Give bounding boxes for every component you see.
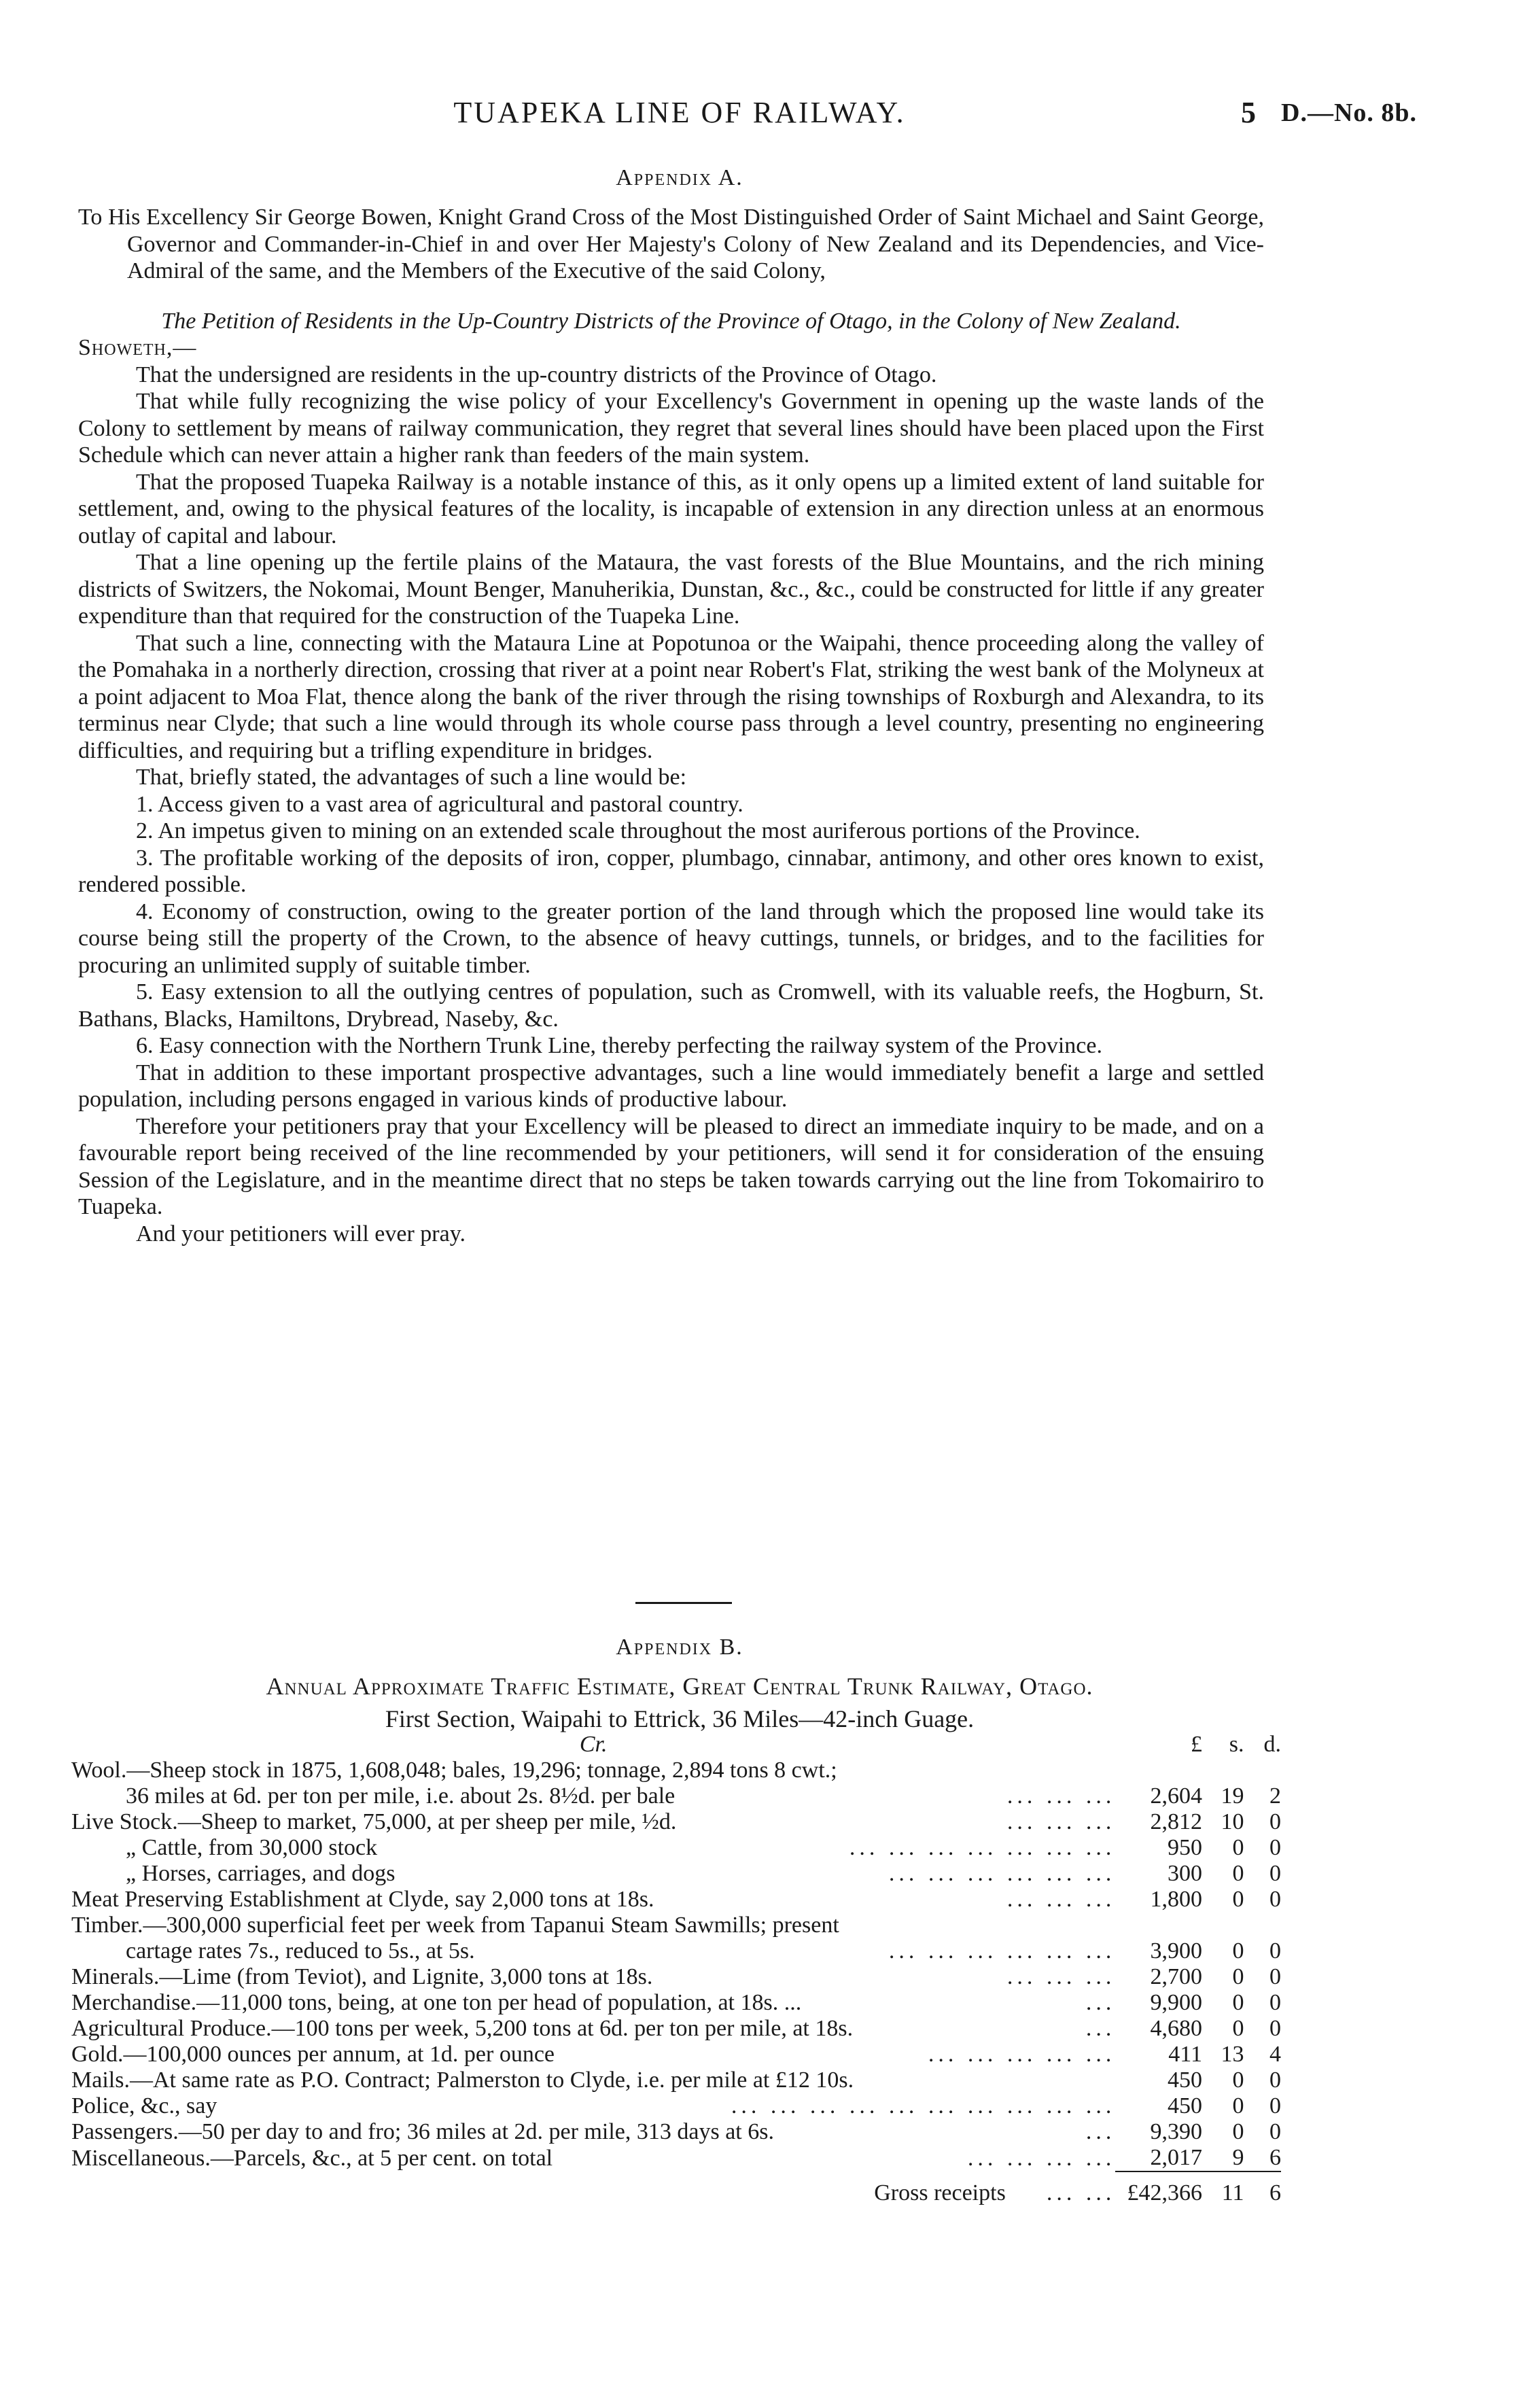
shillings-value: 0 (1232, 2119, 1244, 2144)
table-row (71, 2145, 1281, 2171)
shillings-value: 0 (1232, 1990, 1244, 2015)
pence-value: 0 (1269, 1887, 1281, 1912)
row-description (71, 1809, 1115, 1835)
row-description-text: „ Horses, carriages, and dogs (126, 1861, 396, 1886)
dot-leader: ... (1085, 2016, 1116, 2041)
row-description (71, 2119, 1115, 2145)
paragraph: That such a line, connecting with the Mataura Line at Popotunoa or the Waipahi, thence proceeding along the valley of the Pomahaka in a northerly direction, crossing that river at a point near Robert's Flat, striking the west bank of the Molyneux at a point adjacent to Moa Flat, thence along the bank of the river through the rising townships of Roxburgh and Alexandra, to its terminus near Clyde; that such a line would through its whole course pass through a level country, presenting no engineering difficulties, and requiring but a trifling expenditure in bridges. (78, 630, 1264, 763)
advantage-item: 1. Access given to a vast area of agricultural and pastoral country. (136, 791, 743, 817)
address-text: To His Excellency Sir George Bowen, Knight Grand Cross of the Most Distinguished Order of Saint Michael and Saint George, Governor and Commander-in-Chief in and over Her Majesty's Colony of New Zealand and its Dependencies, and Vice-Admiral of the same, and the Members of the Executive of the said Colony, (78, 205, 1264, 283)
shillings-value: 19 (1221, 1783, 1244, 1809)
pence-value: 2 (1269, 1783, 1281, 1809)
pence-value: 0 (1269, 1990, 1281, 2015)
paragraph: That the undersigned are residents in the up-country districts of the Province of Otago. (136, 362, 937, 387)
pence-value: 0 (1269, 2119, 1281, 2144)
pounds-value: 3,900 (1150, 1938, 1202, 1964)
dot-leader: ... ... ... ... ... ... (888, 1938, 1116, 1964)
pounds-value: 300 (1168, 1861, 1202, 1886)
pence-value: 0 (1269, 1861, 1281, 1886)
dot-leader: ... ... ... ... (967, 2146, 1116, 2171)
shillings-value: 0 (1232, 1938, 1244, 1964)
dot-leader: ... ... ... ... ... (928, 2042, 1116, 2067)
row-description-text: Wool.—Sheep stock in 1875, 1,608,048; bales, 19,296; tonnage, 2,894 tons 8 cwt.; (71, 1758, 837, 1783)
row-description-text: Mails.—At same rate as P.O. Contract; Palmerston to Clyde, i.e. per mile at £12 10s. (71, 2067, 854, 2093)
pounds-value: 450 (1168, 2093, 1202, 2118)
total-shillings: 11 (1202, 2171, 1244, 2206)
advantage-item: 3. The profitable working of the deposits of iron, copper, plumbago, cinnabar, antimony, and other ores known to exist, rendered possible. (78, 845, 1264, 897)
row-description (71, 2067, 1115, 2093)
advantage-item: 4. Economy of construction, owing to the greater portion of the land through which the proposed line would take its course being still the property of the Crown, to the absence of heavy cuttings, tunnels, or bridges, and to the facilities for procuring an unlimited supply of suitable timber. (78, 898, 1264, 978)
appendix-b-heading: Appendix B. (616, 1635, 743, 1660)
row-description (71, 1887, 1115, 1913)
row-description (71, 1758, 1115, 1783)
row-description-text: Live Stock.—Sheep to market, 75,000, at per sheep per mile, ½d. (71, 1809, 677, 1834)
gross-receipts-text: Gross receipts (874, 2180, 1006, 2205)
gross-receipts-label (71, 2171, 1115, 2206)
traffic-estimate-table (71, 1732, 1281, 2206)
table-row (71, 1809, 1281, 1835)
paragraph: That in addition to these important prospective advantages, such a line would immediately benefit a large and settled population, including persons engaged in various kinds of productive labour. (78, 1060, 1264, 1112)
table-row (71, 1835, 1281, 1861)
petition-address (78, 204, 1264, 285)
shillings-value: 0 (1232, 2093, 1244, 2118)
row-description (71, 1964, 1115, 1990)
total-pence: 6 (1244, 2171, 1282, 2206)
table-row (71, 1964, 1281, 1990)
shillings-value: 0 (1232, 1964, 1244, 1989)
appendix-a-body (78, 204, 1264, 1247)
shillings-value: 13 (1221, 2042, 1244, 2067)
row-description (71, 1913, 1115, 1938)
row-description-text: Timber.—300,000 superficial feet per week from Tapanui Steam Sawmills; present (71, 1913, 839, 1938)
row-description (71, 2093, 1115, 2119)
advantage-item: 6. Easy connection with the Northern Trunk Line, thereby perfecting the railway system of the Province. (136, 1033, 1102, 1058)
row-description (71, 2042, 1115, 2067)
row-description-text: 36 miles at 6d. per ton per mile, i.e. about 2s. 8½d. per bale (126, 1783, 676, 1809)
row-description (71, 1783, 1115, 1809)
row-description-text: „ Cattle, from 30,000 stock (126, 1835, 378, 1860)
table-row (71, 1758, 1281, 1783)
pounds-value: 1,800 (1150, 1887, 1202, 1912)
table-row (71, 1990, 1281, 2016)
cr-label: Cr. (579, 1732, 608, 1757)
paragraph: Therefore your petitioners pray that your Excellency will be pleased to direct an immediate inquiry to be made, and on a favourable report being received of the line recommended by your petitioners, will send it for consideration of the ensuing Session of the Legislature, and in the meantime direct that no steps be taken towards carrying out the line from Tokomairiro to Tuapeka. (78, 1113, 1264, 1219)
pence-value: 4 (1269, 2042, 1281, 2067)
table-row (71, 2093, 1281, 2119)
pence-value: 0 (1269, 1964, 1281, 1989)
pence-value: 0 (1269, 1809, 1281, 1834)
shillings-value: 0 (1232, 1835, 1244, 1860)
petition-title: The Petition of Residents in the Up-Country Districts of the Province of Otago, in the Colony of New Zealand. (161, 308, 1181, 334)
row-description-text: Minerals.—Lime (from Teviot), and Lignite, 3,000 tons at 18s. (71, 1964, 653, 1989)
table-row (71, 1938, 1281, 1964)
row-description (71, 1861, 1115, 1887)
shillings-value: 0 (1232, 2067, 1244, 2093)
shillings-value (1202, 1913, 1244, 1938)
dot-leader: ... ... ... ... ... ... ... (849, 1835, 1116, 1860)
shillings-value: 0 (1232, 1887, 1244, 1912)
table-title: Annual Approximate Traffic Estimate, Great Central Trunk Railway, Otago. (266, 1673, 1093, 1700)
paragraph: That, briefly stated, the advantages of such a line would be: (136, 765, 687, 790)
pounds-value (1115, 1913, 1202, 1938)
shillings-value: 0 (1232, 1861, 1244, 1886)
table-row (71, 1783, 1281, 1809)
dot-leader: ... ... (1046, 2180, 1116, 2205)
pence-value: 0 (1269, 2093, 1281, 2118)
section-divider (635, 1602, 732, 1604)
dot-leader: ... ... ... (1006, 1887, 1116, 1912)
dot-leader: ... (1085, 2119, 1116, 2144)
pence-value: 0 (1269, 2067, 1281, 2093)
dot-leader: ... ... ... (1006, 1809, 1116, 1834)
running-head (0, 95, 1525, 136)
total-pounds: £42,366 (1115, 2171, 1202, 2206)
table-row (71, 1861, 1281, 1887)
table-subtitle: First Section, Waipahi to Ettrick, 36 Miles—42-inch Guage. (385, 1705, 975, 1732)
advantage-item: 2. An impetus given to mining on an extended scale throughout the most auriferous portions of the Province. (136, 818, 1140, 843)
table-row (71, 2067, 1281, 2093)
document-reference: D.—No. 8b. (1281, 99, 1418, 127)
row-description-text: Miscellaneous.—Parcels, &c., at 5 per cent. on total (71, 2146, 553, 2171)
pounds-value (1115, 1758, 1202, 1783)
dot-leader: ... ... ... (1006, 1783, 1116, 1809)
showeth-label: Showeth,— (78, 335, 197, 360)
pounds-value: 9,390 (1150, 2119, 1202, 2144)
page-title: TUAPEKA LINE OF RAILWAY. (453, 96, 906, 129)
pounds-value: 450 (1168, 2067, 1202, 2093)
dot-leader: ... ... ... (1006, 1964, 1116, 1989)
pence-value: 0 (1269, 1835, 1281, 1860)
paragraph: That the proposed Tuapeka Railway is a notable instance of this, as it only opens up a limited extent of land suitable for settlement, and, owing to the physical features of the locality, is incapable of extension in any direction unless at an enormous outlay of capital and labour. (78, 469, 1264, 548)
shillings-value (1202, 1758, 1244, 1783)
dot-leader: ... ... ... ... ... ... (888, 1861, 1116, 1886)
table-row (71, 1913, 1281, 1938)
row-description-text: Police, &c., say (71, 2093, 217, 2118)
closing-line: And your petitioners will ever pray. (136, 1221, 466, 1246)
table-row (71, 2016, 1281, 2042)
shillings-value: 0 (1232, 2016, 1244, 2041)
pounds-value: 411 (1168, 2042, 1202, 2067)
pounds-value: 9,900 (1150, 1990, 1202, 2015)
row-description-text: Agricultural Produce.—100 tons per week, 5,200 tons at 6d. per ton per mile, at 18s. (71, 2016, 854, 2041)
table-row (71, 1887, 1281, 1913)
table-row (71, 2042, 1281, 2067)
row-description (71, 2145, 1115, 2171)
pence-header: d. (1263, 1732, 1281, 1757)
row-description-text: Gold.—100,000 ounces per annum, at 1d. per ounce (71, 2042, 555, 2067)
dot-leader: ... ... ... ... ... ... ... ... ... ... (731, 2093, 1116, 2118)
shillings-value: 10 (1221, 1809, 1244, 1834)
table-row (71, 2119, 1281, 2145)
shillings-value: 9 (1232, 2145, 1244, 2170)
advantage-item: 5. Easy extension to all the outlying centres of population, such as Cromwell, with its valuable reefs, the Hogburn, St. Bathans, Blacks, Hamiltons, Drybread, Naseby, &c. (78, 979, 1264, 1032)
appendix-a-heading: Appendix A. (616, 165, 743, 190)
table-header-row (71, 1732, 1281, 1758)
paragraph: That a line opening up the fertile plains of the Mataura, the vast forests of the Blue Mountains, and the rich mining districts of Switzers, the Nokomai, Mount Benger, Manuherikia, Dunstan, &c., &c., could be constructed for little if any greater expenditure than that required for the construction of the Tuapeka Line. (78, 550, 1264, 629)
pounds-header: £ (1191, 1732, 1202, 1757)
pence-value: 0 (1269, 2016, 1281, 2041)
pounds-value: 2,604 (1150, 1783, 1202, 1809)
shillings-header: s. (1229, 1732, 1244, 1757)
row-description-text: cartage rates 7s., reduced to 5s., at 5s. (126, 1938, 475, 1964)
row-description (71, 1835, 1115, 1861)
row-description-text: Meat Preserving Establishment at Clyde, say 2,000 tons at 18s. (71, 1887, 654, 1912)
pounds-value: 2,812 (1150, 1809, 1202, 1834)
page-number: 5 (1241, 96, 1256, 129)
pence-value: 6 (1269, 2145, 1281, 2170)
row-description (71, 1990, 1115, 2016)
pence-value (1244, 1758, 1282, 1783)
total-row (71, 2171, 1281, 2206)
pounds-value: 950 (1168, 1835, 1202, 1860)
pounds-value: 2,700 (1150, 1964, 1202, 1989)
row-description-text: Merchandise.—11,000 tons, being, at one ton per head of population, at 18s. ... (71, 1990, 802, 2015)
pence-value: 0 (1269, 1938, 1281, 1964)
row-description (71, 1938, 1115, 1964)
pounds-value: 2,017 (1150, 2145, 1202, 2170)
dot-leader: ... (1085, 1990, 1116, 2015)
row-description-text: Passengers.—50 per day to and fro; 36 miles at 2d. per mile, 313 days at 6s. (71, 2119, 774, 2144)
paragraph: That while fully recognizing the wise policy of your Excellency's Government in opening up the waste lands of the Colony to settlement by means of railway communication, they regret that several lines should have been placed upon the First Schedule which can never attain a higher rank than feeders of the main system. (78, 389, 1264, 468)
pence-value (1244, 1913, 1282, 1938)
row-description (71, 2016, 1115, 2042)
pounds-value: 4,680 (1150, 2016, 1202, 2041)
